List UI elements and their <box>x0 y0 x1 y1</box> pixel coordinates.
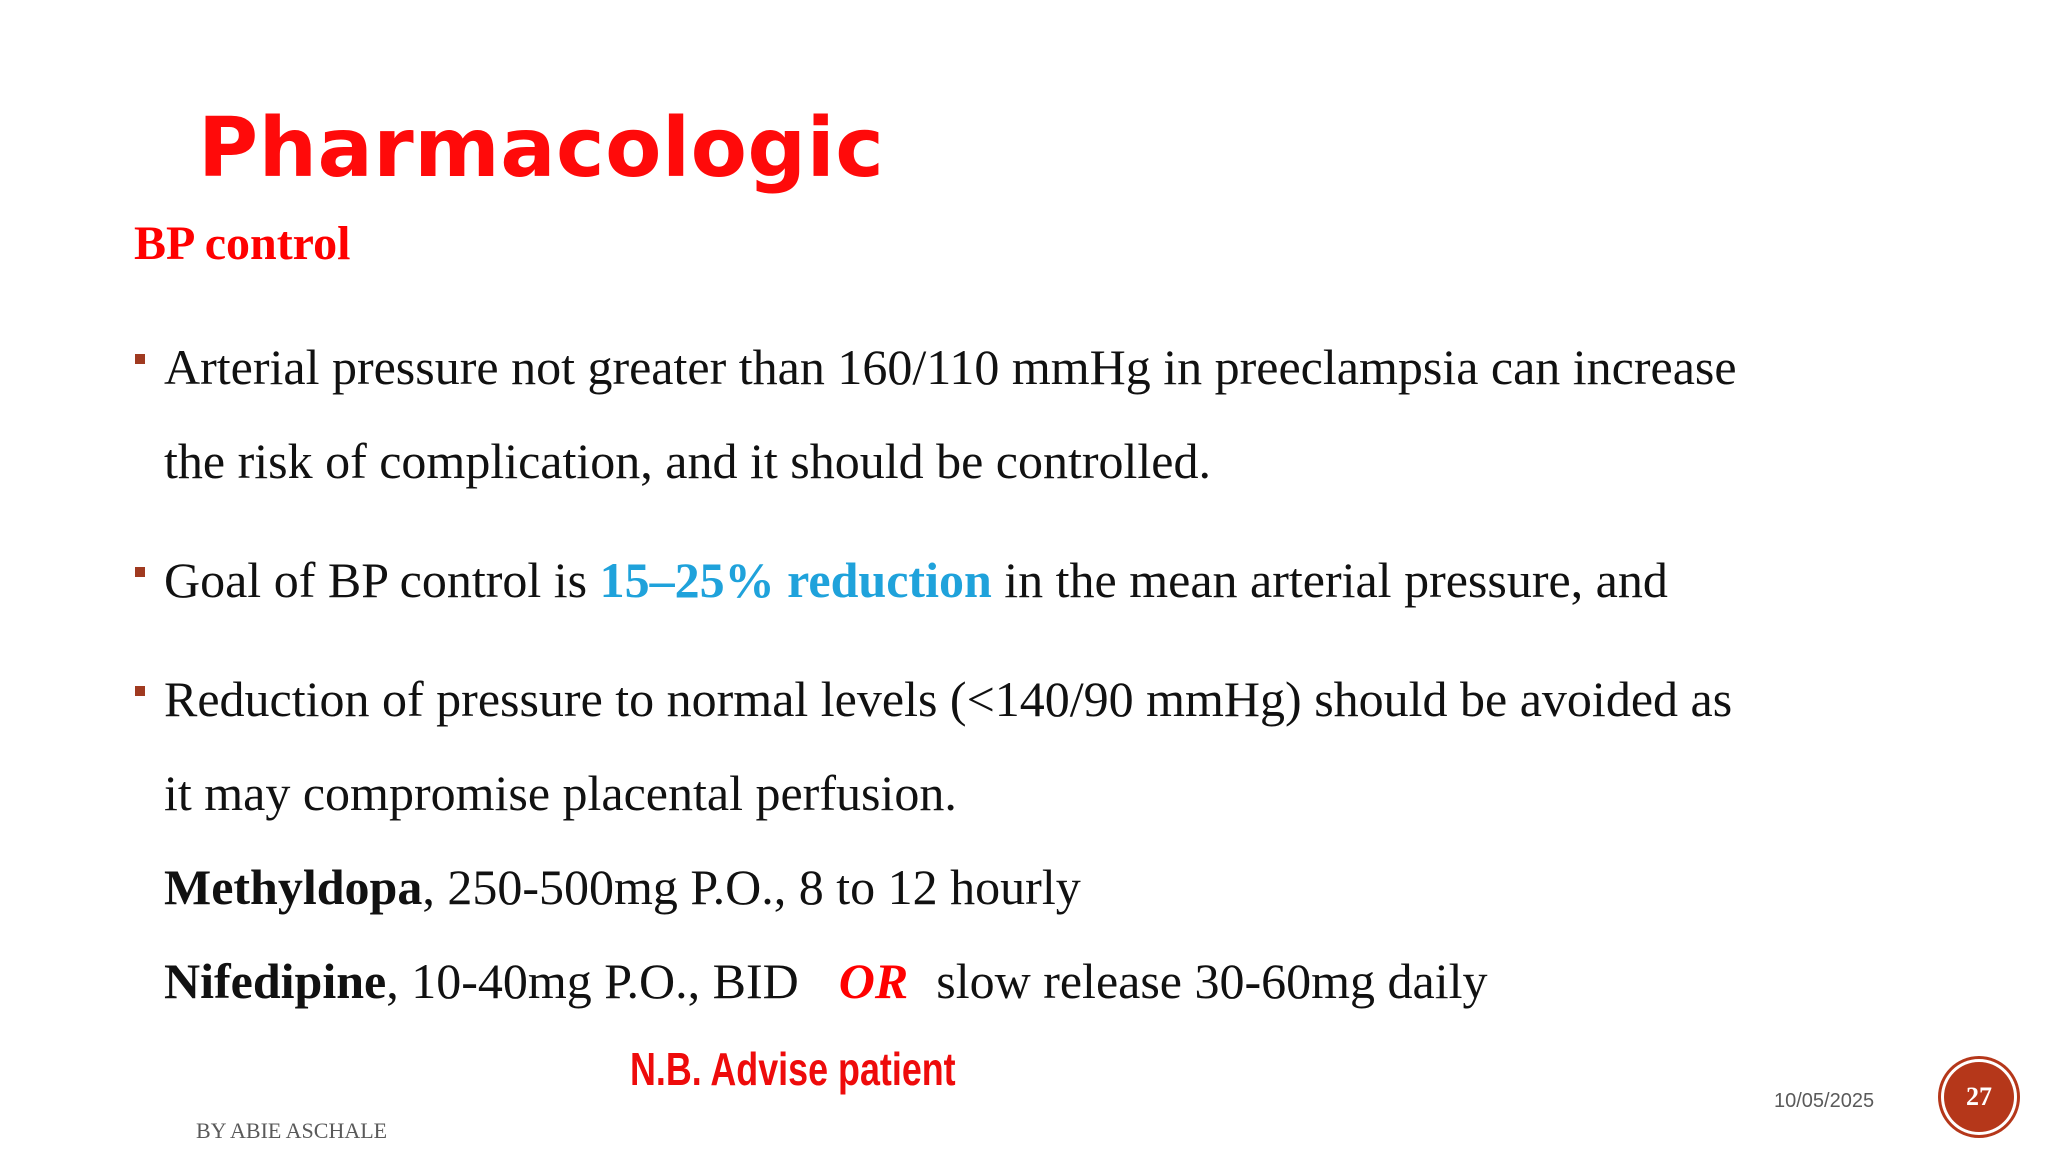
page-number-badge <box>1944 1062 2014 1132</box>
drug-2-name: Nifedipine <box>164 953 387 1009</box>
footer-author: BY ABIE ASCHALE <box>196 1118 388 1143</box>
bullet-2-suffix: in the mean arterial pressure, and <box>991 552 1668 608</box>
drug-1-dose: , 250-500mg P.O., 8 to 12 hourly <box>422 859 1081 915</box>
drug-1-name: Methyldopa <box>164 859 423 915</box>
drug-2-or: OR <box>838 953 909 1009</box>
drug-nifedipine <box>164 953 1488 1009</box>
drug-2-alt: slow release 30-60mg daily <box>936 953 1488 1009</box>
page-number: 27 <box>1966 1082 1992 1111</box>
bullet-2-line <box>164 552 1668 608</box>
advice-note: N.B. Advise patient <box>630 1043 956 1095</box>
drug-methyldopa <box>164 859 1081 915</box>
footer-date: 10/05/2025 <box>1774 1090 1875 1112</box>
bullet-1-line-1: Arterial pressure not greater than 160/110 mmHg in preeclampsia can increase <box>164 339 1737 395</box>
bullet-3-line-1: Reduction of pressure to normal levels (<140/90 mmHg) should be avoided as <box>164 671 1733 727</box>
bullet-2-prefix: Goal of BP control is <box>164 552 600 608</box>
bullet-marker <box>135 354 145 364</box>
slide-title: Pharmacologic <box>198 101 885 196</box>
bullet-1-line-2: the risk of complication, and it should be controlled. <box>164 433 1211 489</box>
bullet-marker <box>135 686 145 696</box>
slide-subtitle: BP control <box>134 217 351 270</box>
bullet-marker <box>135 567 145 577</box>
bullet-2-highlight: 15–25% reduction <box>599 552 992 608</box>
bullet-3-line-2: it may compromise placental perfusion. <box>164 765 957 821</box>
drug-2-dose: , 10-40mg P.O., BID <box>386 953 799 1009</box>
